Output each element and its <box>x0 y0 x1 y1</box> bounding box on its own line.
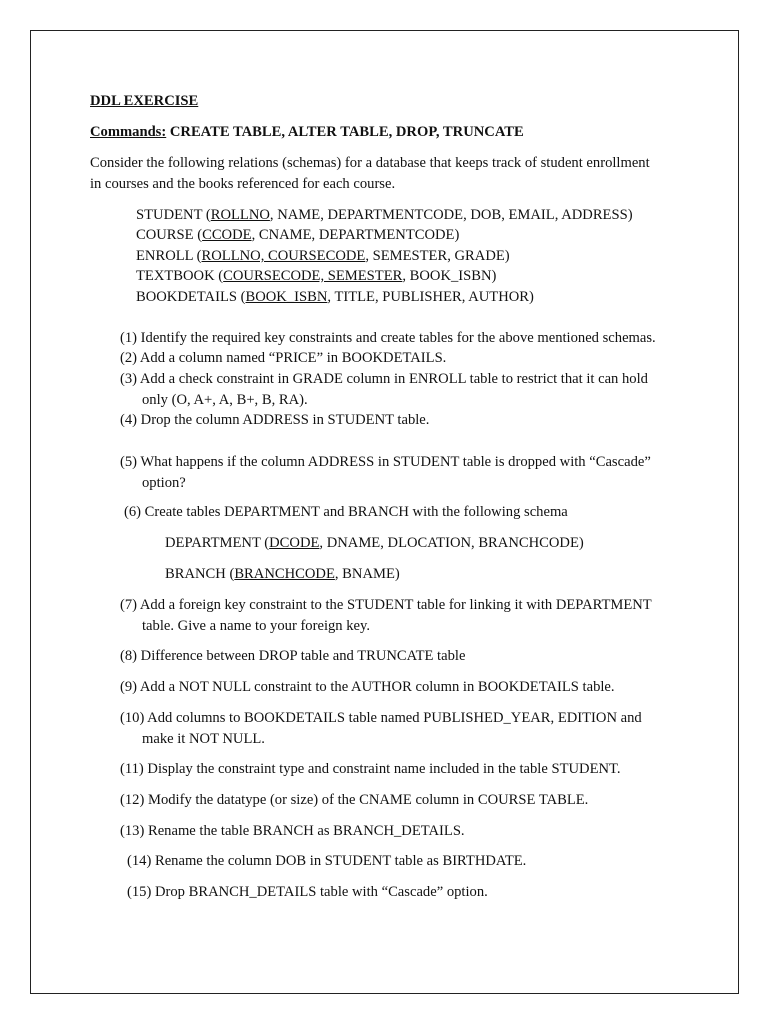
schema-primary-key: ROLLNO <box>210 207 270 223</box>
schema-row <box>165 565 400 583</box>
question-item: (2) Add a column named “PRICE” in BOOKDETAILS. <box>120 350 447 366</box>
question-item: only (O, A+, A, B+, B, RA). <box>142 391 308 408</box>
schema-attributes: , CNAME, DEPARTMENTCODE) <box>251 227 460 243</box>
schema-attributes: , SEMESTER, GRADE) <box>365 248 510 264</box>
question-item: (15) Drop BRANCH_DETAILS table with “Cascade” option. <box>127 884 488 900</box>
schema-row <box>136 206 633 224</box>
question-item: (10) Add columns to BOOKDETAILS table named PUBLISHED_YEAR, EDITION and <box>120 710 642 726</box>
question-item: (8) Difference between DROP table and TRUNCATE table <box>120 648 466 664</box>
schema-attributes: , BNAME) <box>334 566 400 582</box>
schema-row <box>136 247 510 265</box>
schema-attributes: , DNAME, DLOCATION, BRANCHCODE) <box>319 535 584 551</box>
schema-primary-key: BOOK_ISBN <box>245 289 328 305</box>
question-item: (4) Drop the column ADDRESS in STUDENT table. <box>120 412 430 428</box>
intro-line: in courses and the books referenced for each course. <box>90 176 396 192</box>
intro-line: Consider the following relations (schemas) for a database that keeps track of student enrollment <box>90 155 650 171</box>
question-item: table. Give a name to your foreign key. <box>142 617 371 634</box>
schema-primary-key: COURSECODE, SEMESTER <box>223 268 403 284</box>
schema-primary-key: ROLLNO, COURSECODE <box>201 248 366 264</box>
schema-attributes: , BOOK_ISBN) <box>402 268 497 284</box>
schema-attributes: , TITLE, PUBLISHER, AUTHOR) <box>327 289 534 305</box>
question-item: (7) Add a foreign key constraint to the STUDENT table for linking it with DEPARTMENT <box>120 597 652 613</box>
document-title: DDL EXERCISE <box>90 93 199 109</box>
question-item: (5) What happens if the column ADDRESS in STUDENT table is dropped with “Cascade” <box>120 454 651 470</box>
schema-primary-key: CCODE <box>202 227 252 243</box>
schema-name: STUDENT ( <box>136 207 211 223</box>
question-item: make it NOT NULL. <box>142 730 265 747</box>
schema-name: TEXTBOOK ( <box>136 268 224 284</box>
schema-name: BOOKDETAILS ( <box>136 289 246 305</box>
schema-name: ENROLL ( <box>136 248 202 264</box>
schema-name: DEPARTMENT ( <box>165 535 270 551</box>
question-item: option? <box>142 474 186 491</box>
question-item: (13) Rename the table BRANCH as BRANCH_DETAILS. <box>120 823 465 839</box>
question-item: (11) Display the constraint type and constraint name included in the table STUDENT. <box>120 761 621 777</box>
schema-primary-key: DCODE <box>269 535 320 551</box>
question-item: (3) Add a check constraint in GRADE column in ENROLL table to restrict that it can hold <box>120 371 648 387</box>
schema-row <box>136 267 496 285</box>
question-item: (14) Rename the column DOB in STUDENT table as BIRTHDATE. <box>127 853 527 869</box>
schema-row <box>165 534 584 552</box>
question-item: (1) Identify the required key constraints and create tables for the above mentioned schemas. <box>120 330 656 346</box>
schema-row <box>136 226 459 244</box>
question-item: (12) Modify the datatype (or size) of the CNAME column in COURSE TABLE. <box>120 792 589 808</box>
question-item: (6) Create tables DEPARTMENT and BRANCH with the following schema <box>124 504 568 520</box>
schema-name: BRANCH ( <box>165 566 235 582</box>
schema-primary-key: BRANCHCODE <box>234 566 335 582</box>
schema-row <box>136 288 534 306</box>
commands-line: Commands: CREATE TABLE, ALTER TABLE, DROP, TRUNCATE <box>90 124 524 140</box>
schema-name: COURSE ( <box>136 227 203 243</box>
question-item: (9) Add a NOT NULL constraint to the AUTHOR column in BOOKDETAILS table. <box>120 679 615 695</box>
schema-attributes: , NAME, DEPARTMENTCODE, DOB, EMAIL, ADDRESS) <box>269 207 633 223</box>
